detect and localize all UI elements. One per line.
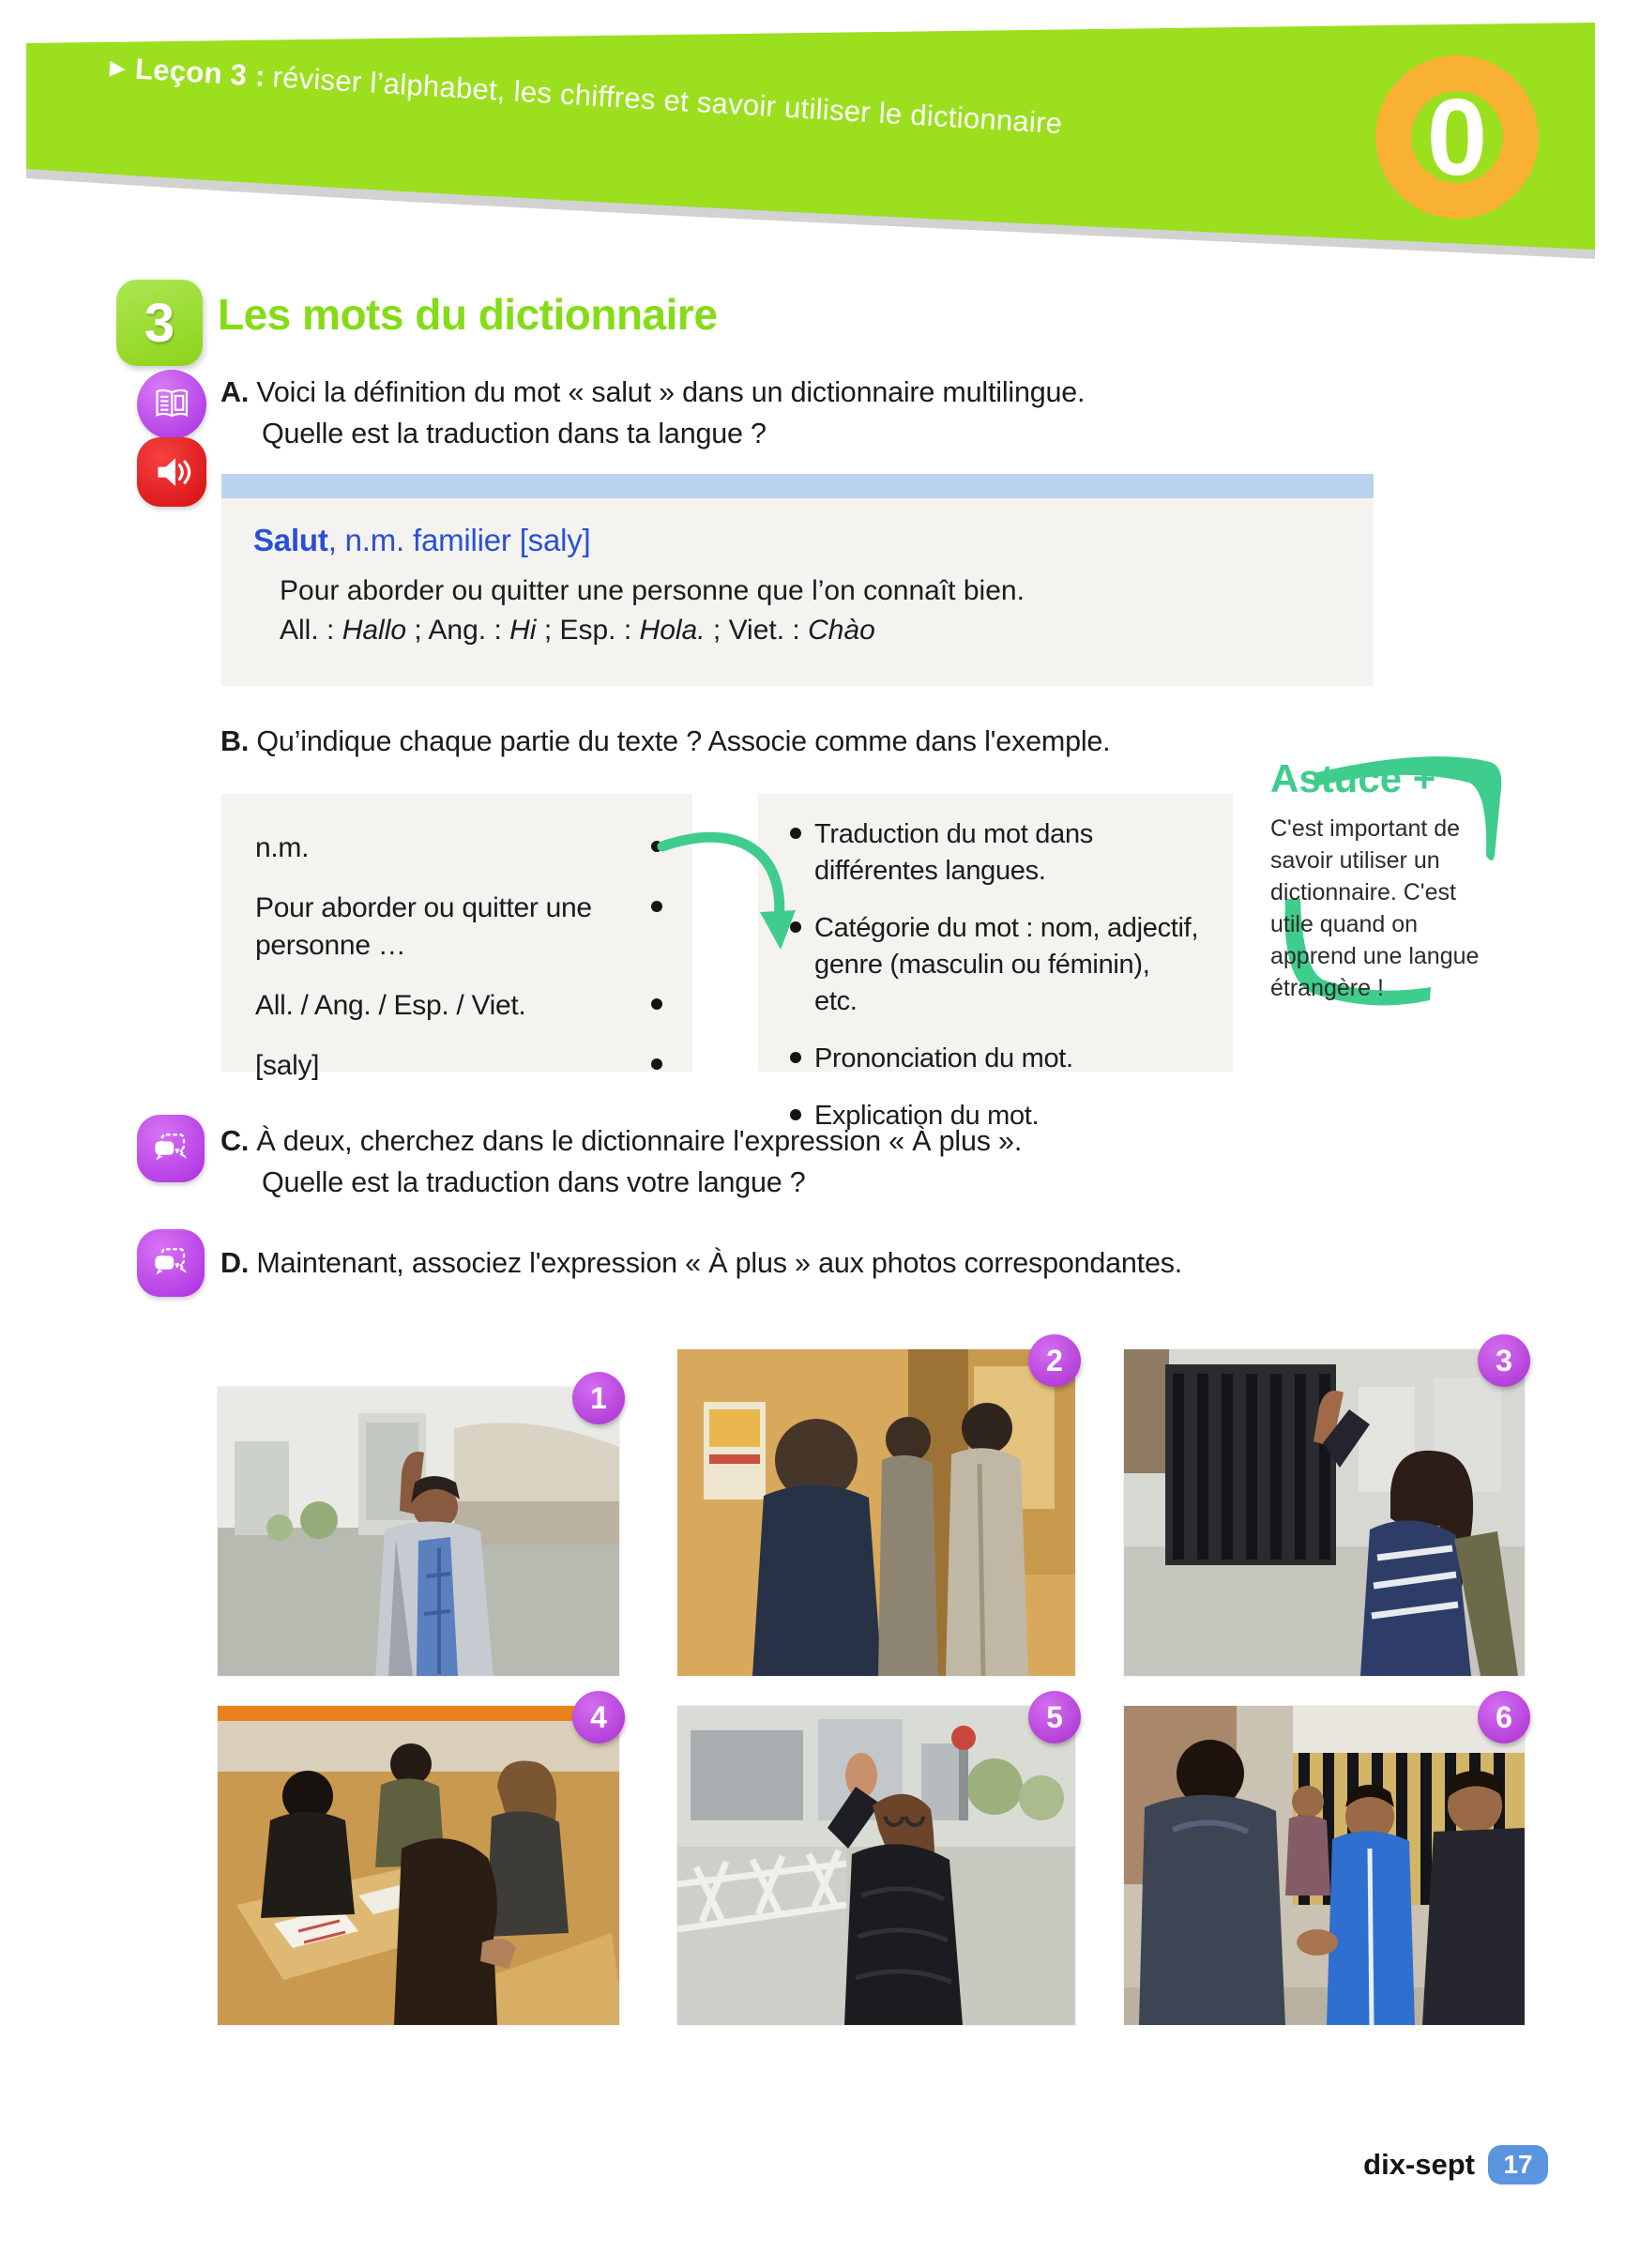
dictionary-translations: All. : Hallo ; Ang. : Hi ; Esp. : Hola. ; Viet. : Chào <box>280 615 875 646</box>
match-right-item-1: Traduction du mot dans différentes langues. <box>790 816 1207 890</box>
section-number-badge <box>116 280 203 366</box>
photo-1 <box>218 1380 619 1676</box>
lesson-banner <box>0 0 1625 291</box>
bullet-dot <box>790 1052 801 1063</box>
task-c-label: C. <box>220 1125 250 1157</box>
task-a-line2: Quelle est la traduction dans ta langue ? <box>262 418 767 449</box>
task-c-line2: Quelle est la traduction dans votre langue ? <box>262 1166 806 1198</box>
photo-5-image <box>677 1706 1075 2025</box>
dictionary-box <box>221 474 1374 686</box>
match-left-item-4: [saly] <box>255 1047 662 1085</box>
photo-5-badge: 5 <box>1028 1691 1081 1743</box>
photo-4 <box>218 1699 619 2025</box>
match-left-item-3: All. / Ang. / Esp. / Viet. <box>255 987 662 1025</box>
dictionary-headword: Salut <box>253 523 328 557</box>
photo-2-image <box>677 1349 1075 1676</box>
photo-2-badge: 2 <box>1028 1334 1081 1387</box>
section-number: 3 <box>144 292 175 354</box>
task-d-label: D. <box>220 1247 250 1279</box>
page-number-word: dix-sept <box>1363 2148 1475 2181</box>
photo-1-image <box>218 1387 619 1676</box>
astuce-title: Astuce + <box>1270 756 1436 800</box>
photo-2 <box>677 1343 1075 1676</box>
example-arrow-icon <box>647 805 826 979</box>
photo-1-badge: 1 <box>572 1372 625 1424</box>
speaker-icon <box>137 437 206 507</box>
task-c <box>220 1120 1299 1203</box>
match-right-item-3: Prononciation du mot. <box>790 1041 1207 1077</box>
photo-3-image <box>1124 1349 1525 1676</box>
bullet-dot <box>790 1109 801 1120</box>
task-c-line1: C. À deux, cherchez dans le dictionnaire l'expression « À plus ». <box>220 1125 1023 1157</box>
photo-3-badge: 3 <box>1478 1334 1530 1387</box>
task-b: B. Qu’indique chaque partie du texte ? Associe comme dans l'exemple. <box>220 725 1111 757</box>
task-d: D. Maintenant, associez l'expression « À plus » aux photos correspondantes. <box>220 1247 1183 1279</box>
speech-bubbles-icon <box>137 1229 205 1297</box>
dictionary-definition: Pour aborder ou quitter une personne que l’on connaît bien. <box>280 575 1025 606</box>
match-right-box <box>758 794 1233 1131</box>
bullet-dot <box>651 998 662 1010</box>
photo-3 <box>1124 1343 1525 1676</box>
dictionary-definition-block <box>280 571 1025 650</box>
match-right-item-4: Explication du mot. <box>790 1098 1207 1134</box>
photo-5 <box>677 1699 1075 2025</box>
astuce-box <box>1257 741 1541 1028</box>
lesson-label: Leçon 3 : <box>134 52 266 93</box>
speech-bubbles-icon <box>137 1115 205 1182</box>
match-left-item-2: Pour aborder ou quitter une personne … <box>255 890 662 965</box>
photo-6 <box>1124 1699 1525 2025</box>
photo-6-badge: 6 <box>1478 1691 1530 1743</box>
section-title: Les mots du dictionnaire <box>218 290 718 339</box>
dictionary-entry-info: , n.m. familier [saly] <box>327 523 591 557</box>
photo-4-badge: 4 <box>572 1691 625 1743</box>
lesson-objective: réviser l’alphabet, les chiffres et savoir utiliser le dictionnaire <box>271 60 1064 141</box>
task-a-label: A. <box>220 376 250 408</box>
task-b-label: B. <box>220 725 250 757</box>
dictionary-box-header-bar <box>221 474 1374 498</box>
match-left-box <box>221 794 692 1081</box>
page-footer <box>1248 2145 1548 2184</box>
photo-6-image <box>1124 1706 1525 2025</box>
task-a-line1: A. Voici la définition du mot « salut » dans un dictionnaire multilingue. <box>220 376 1086 408</box>
bullet-dot <box>651 1058 662 1070</box>
triangle-marker-icon: ▶ <box>109 54 127 80</box>
task-a <box>220 372 1271 454</box>
photo-4-image <box>218 1706 619 2025</box>
dictionary-entry <box>253 523 591 558</box>
book-icon <box>137 370 206 439</box>
page-number-badge: 17 <box>1488 2145 1548 2184</box>
unit-number: 0 <box>1426 76 1488 198</box>
match-left-item-1: n.m. <box>255 830 662 867</box>
match-right-item-2: Catégorie du mot : nom, adjectif, genre (masculin ou féminin), etc. <box>790 910 1207 1020</box>
astuce-body: C'est important de savoir utiliser un dictionnaire. C'est utile quand on apprend une langue étrangère ! <box>1270 815 1480 1001</box>
